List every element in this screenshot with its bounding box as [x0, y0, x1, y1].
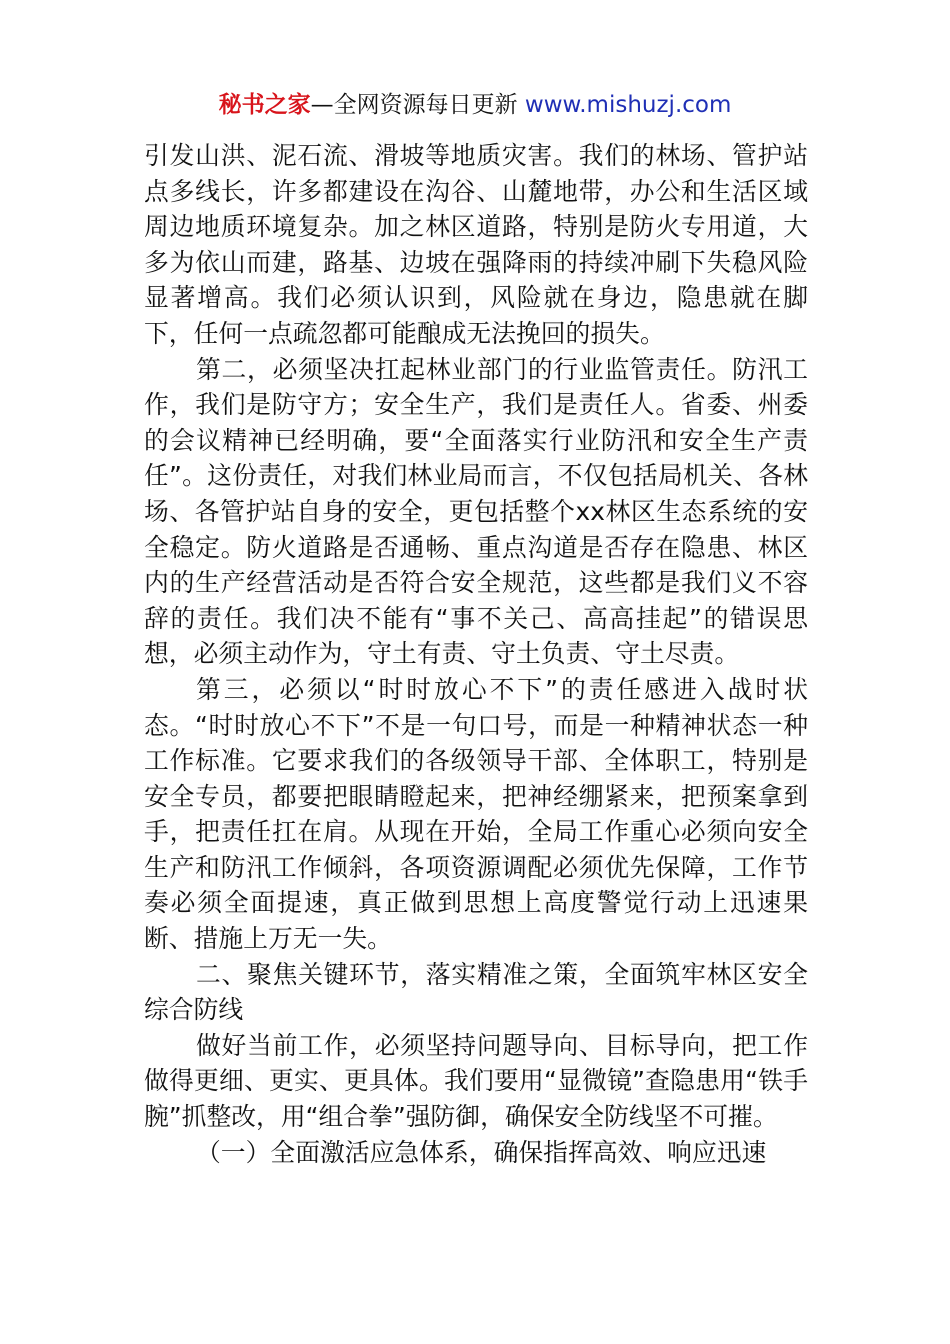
document-body: [144, 138, 808, 1170]
page-header: [0, 88, 950, 122]
paragraph-continuation: 引发山洪、泥石流、滑坡等地质灾害。我们的林场、管护站点多线长，许多都建设在沟谷、山麓地带，办公和生活区域周边地质环境复杂。加之林区道路，特别是防火专用道，大多为依山而建，路基、边坡在强降雨的持续冲刷下失稳风险显著增高。我们必须认识到，风险就在身边，隐患就在脚下，任何一点疏忽都可能酿成无法挽回的损失。: [144, 141, 808, 348]
brand-name: 秘书之家: [218, 92, 311, 118]
subsection-heading-one: （一）全面激活应急体系，确保指挥高效、响应迅速: [196, 1137, 767, 1167]
paragraph-section-intro: 做好当前工作，必须坚持问题导向、目标导向，把工作做得更细、更实、更具体。我们要用“显微镜”查隐患用“铁手腕”抓整改，用“组合拳”强防御，确保安全防线坚不可摧。: [144, 1030, 808, 1132]
section-heading-two: 二、聚焦关键环节，落实精准之策，全面筑牢林区安全综合防线: [144, 959, 808, 1025]
paragraph-third-point: 第三，必须以“时时放心不下”的责任感进入战时状态。“时时放心不下”不是一句口号，而是一种精神状态一种工作标准。它要求我们的各级领导干部、全体职工，特别是安全专员，都要把眼睛瞪起来，把神经绷紧来，把预案拿到手，把责任扛在肩。从现在开始，全局工作重心必须向安全生产和防汛工作倾斜，各项资源调配必须优先保障，工作节奏必须全面提速，真正做到思想上高度警觉行动上迅速果断、措施上万无一失。: [144, 674, 808, 954]
website-link[interactable]: www.mishuzj.com: [524, 92, 732, 118]
header-tagline: —全网资源每日更新: [310, 92, 525, 118]
paragraph-second-point: 第二，必须坚决扛起林业部门的行业监管责任。防汛工作，我们是防守方；安全生产，我们是责任人。省委、州委的会议精神已经明确，要“全面落实行业防汛和安全生产责任”。这份责任，对我们林业局而言，不仅包括局机关、各林场、各管护站自身的安全，更包括整个xx林区生态系统的安全稳定。防火道路是否通畅、重点沟道是否存在隐患、林区内的生产经营活动是否符合安全规范，这些都是我们义不容辞的责任。我们决不能有“事不关己、高高挂起”的错误思想，必须主动作为，守土有责、守土负责、守土尽责。: [144, 354, 808, 669]
